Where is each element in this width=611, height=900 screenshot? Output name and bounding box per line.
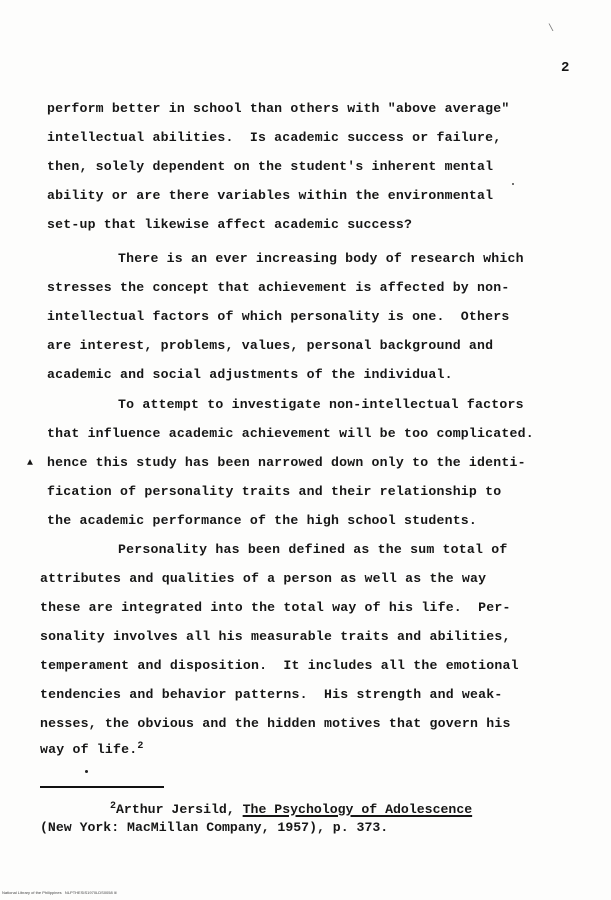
body-line: the academic performance of the high school students. — [47, 513, 478, 528]
body-line: then, solely dependent on the student's inherent mental — [47, 159, 494, 174]
body-line: sonality involves all his measurable traits and abilities, — [40, 629, 511, 644]
footnote-title: The Psychology of Adolescence — [242, 802, 473, 817]
footnote-reference: 2 — [137, 741, 144, 752]
body-line: nesses, the obvious and the hidden motives that govern his — [40, 716, 511, 731]
body-line: To attempt to investigate non-intellectual factors — [118, 397, 524, 412]
footnote-number: 2 — [110, 801, 117, 812]
body-line: academic and social adjustments of the individual. — [47, 367, 453, 382]
body-line: stresses the concept that achievement is affected by non- — [47, 280, 510, 295]
body-line: hence this study has been narrowed down only to the identi- — [47, 455, 526, 470]
footnote-divider — [40, 786, 164, 788]
scan-speck — [512, 183, 514, 185]
body-line: ability or are there variables within the environmental — [47, 188, 494, 203]
body-line: Personality has been defined as the sum total of — [118, 542, 508, 557]
margin-mark: ▲ — [27, 458, 34, 469]
body-line: attributes and qualities of a person as well as the way — [40, 571, 487, 586]
body-line: fication of personality traits and their relationship to — [47, 484, 502, 499]
body-line: set-up that likewise affect academic success? — [47, 217, 413, 232]
body-line: tendencies and behavior patterns. His strength and weak- — [40, 687, 503, 702]
scan-speck — [85, 770, 88, 773]
page-number: 2 — [561, 60, 570, 76]
body-line: temperament and disposition. It includes all the emotional — [40, 658, 519, 673]
body-line: that influence academic achievement will be too complicated. — [47, 426, 534, 441]
body-line: intellectual factors of which personality is one. Others — [47, 309, 510, 324]
corner-mark: \ — [548, 24, 555, 35]
body-line: There is an ever increasing body of research which — [118, 251, 524, 266]
footnote-author: Arthur Jersild, — [116, 802, 243, 817]
archive-label: National Library of the Philippines NLPTHESIS1970LDS0058 lil — [2, 890, 117, 895]
body-line: intellectual abilities. Is academic success or failure, — [47, 130, 502, 145]
body-line-last — [40, 741, 144, 757]
body-line: are interest, problems, values, personal background and — [47, 338, 494, 353]
body-line: these are integrated into the total way of his life. Per- — [40, 600, 511, 615]
footnote-citation — [110, 801, 472, 817]
body-line-text: way of life. — [40, 742, 138, 757]
footnote-publication: (New York: MacMillan Company, 1957), p. 373. — [40, 820, 389, 835]
body-line: perform better in school than others with "above average" — [47, 101, 510, 116]
